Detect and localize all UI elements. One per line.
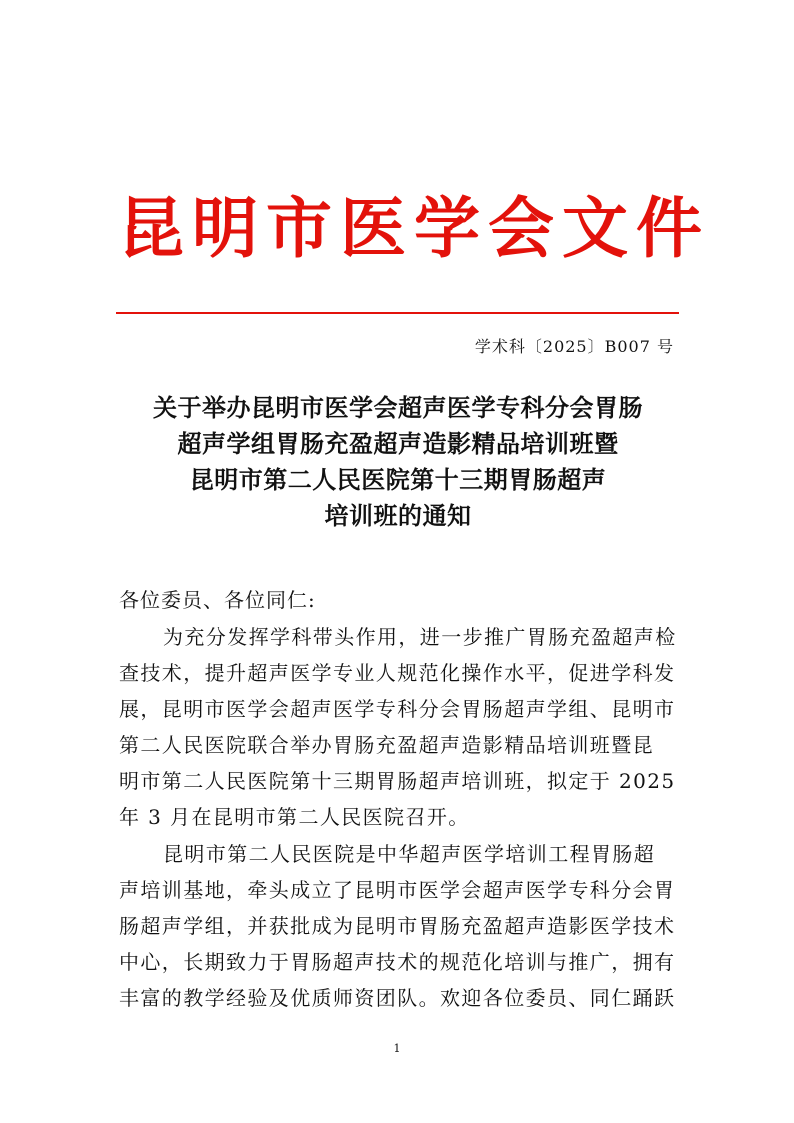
paragraph-line: 第二人民医院联合举办胃肠充盈超声造影精品培训班暨昆	[119, 733, 654, 757]
page-number: 1	[393, 1042, 401, 1055]
salutation: 各位委员、各位同仁:	[119, 588, 316, 612]
paragraph-line: 中心，长期致力于胃肠超声技术的规范化培训与推广，拥有	[119, 950, 676, 974]
paragraph-line: 丰富的教学经验及优质师资团队。欢迎各位委员、同仁踊跃	[119, 986, 676, 1010]
document-number: 学术科〔2025〕B007 号	[474, 337, 674, 356]
paragraph-line: 查技术，提升超声医学专业人规范化操作水平，促进学科发	[119, 661, 676, 685]
header-red-rule	[116, 312, 679, 314]
paragraph-line: 肠超声学组，并获批成为昆明市胃肠充盈超声造影医学技术	[119, 914, 676, 938]
paragraph-line: 明市第二人民医院第十三期胃肠超声培训班，拟定于 2025	[119, 769, 676, 793]
paragraph-line: 展，昆明市医学会超声医学专科分会胃肠超声学组、昆明市	[119, 697, 676, 721]
notice-title-line: 培训班的通知	[324, 501, 472, 530]
notice-title-line: 昆明市第二人民医院第十三期胃肠超声	[189, 465, 607, 494]
paragraph-line: 昆明市第二人民医院是中华超声医学培训工程胃肠超	[163, 842, 656, 866]
paragraph-line: 为充分发挥学科带头作用，进一步推广胃肠充盈超声检	[163, 625, 677, 649]
paragraph-line: 年 3 月在昆明市第二人民医院召开。	[119, 805, 470, 829]
paragraph-line: 声培训基地，牵头成立了昆明市医学会超声医学专科分会胃	[119, 878, 676, 902]
paragraph-2	[119, 836, 679, 1016]
document-header-title: 昆明市医学会文件	[118, 189, 710, 267]
paragraph-1	[119, 619, 679, 835]
notice-title-line: 关于举办昆明市医学会超声医学专科分会胃肠	[153, 393, 643, 422]
notice-title	[118, 390, 678, 534]
notice-title-line: 超声学组胃肠充盈超声造影精品培训班暨	[177, 429, 619, 458]
